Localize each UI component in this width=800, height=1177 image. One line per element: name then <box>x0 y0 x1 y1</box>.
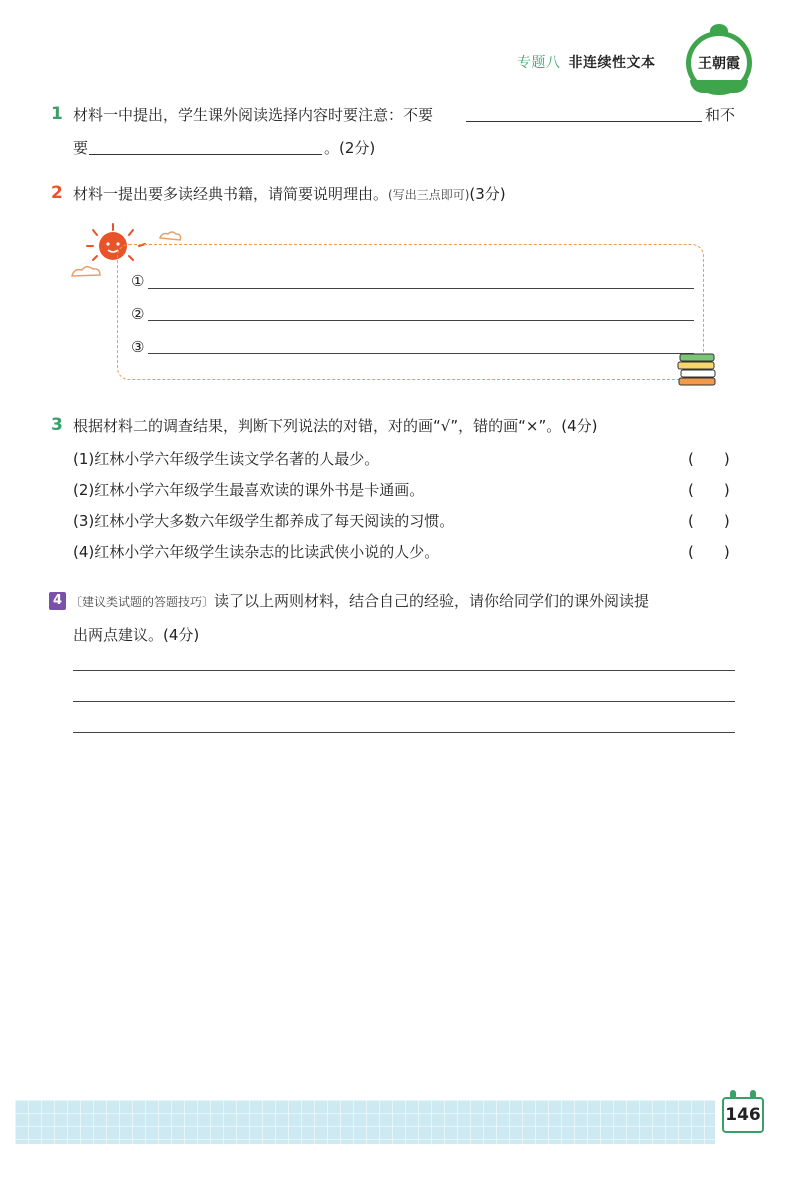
page-number: 146 <box>722 1097 764 1133</box>
answer-box <box>117 244 704 380</box>
question-3-answer-1[interactable]: ( ) <box>688 450 730 468</box>
header-topic-line <box>517 52 656 72</box>
question-1-blank-1[interactable] <box>466 121 702 122</box>
question-4-answer-line-1[interactable] <box>73 670 735 671</box>
question-2-text: 材料一提出要多读经典书籍，请简要说明理由。 <box>73 185 389 203</box>
question-2-score: (3分) <box>469 185 506 203</box>
header-title: 非连续性文本 <box>568 55 656 71</box>
question-4-answer-line-3[interactable] <box>73 732 735 733</box>
question-1-text-d: 。(2分) <box>324 139 376 157</box>
question-1-text-a: 材料一中提出，学生课外阅读选择内容时要注意：不要 <box>73 106 434 124</box>
answer-marker-2: ② <box>131 305 145 323</box>
question-4-line-a <box>70 590 649 613</box>
question-3-answer-3[interactable]: ( ) <box>688 512 730 530</box>
question-1-number: 1 <box>51 104 63 124</box>
books-illustration <box>676 352 720 386</box>
question-3-item-4: (4)红林小学六年级学生读杂志的比读武侠小说的人少。 <box>73 543 440 561</box>
question-4-text-a: 读了以上两则材料，结合自己的经验，请你给同学们的课外阅读提 <box>214 592 650 610</box>
question-3-item-2: (2)红林小学六年级学生最喜欢读的课外书是卡通画。 <box>73 481 425 499</box>
logo-ribbon <box>690 80 748 93</box>
question-3-answer-4[interactable]: ( ) <box>688 543 730 561</box>
header-topic: 专题八 <box>517 55 561 71</box>
answer-marker-1: ① <box>131 272 145 290</box>
question-2-tip: (写出三点即可) <box>388 188 470 202</box>
question-3-number: 3 <box>51 415 63 435</box>
question-4-text-b: 出两点建议。(4分) <box>73 626 200 644</box>
question-4-tip: 〔建议类试题的答题技巧〕 <box>70 595 215 609</box>
answer-line-2[interactable] <box>148 320 694 321</box>
answer-marker-3: ③ <box>131 338 145 356</box>
footer-grid-band <box>15 1100 715 1144</box>
question-2-number: 2 <box>51 183 63 203</box>
question-3-item-1: (1)红林小学六年级学生读文学名著的人最少。 <box>73 450 380 468</box>
answer-line-1[interactable] <box>148 288 694 289</box>
question-3-answer-2[interactable]: ( ) <box>688 481 730 499</box>
question-3-text: 根据材料二的调查结果，判断下列说法的对错，对的画“√”，错的画“×”。(4分) <box>73 417 598 435</box>
logo-text: 王朝霞 <box>698 56 740 72</box>
question-4-answer-line-2[interactable] <box>73 701 735 702</box>
question-3-item-3: (3)红林小学大多数六年级学生都养成了每天阅读的习惯。 <box>73 512 455 530</box>
question-1-text-c: 要 <box>73 139 89 157</box>
question-2-line <box>73 183 506 206</box>
answer-line-3[interactable] <box>148 353 694 354</box>
question-4-number: 4 <box>49 592 66 610</box>
question-1-text-b: 和不 <box>705 106 736 124</box>
question-1-blank-2[interactable] <box>89 154 322 155</box>
